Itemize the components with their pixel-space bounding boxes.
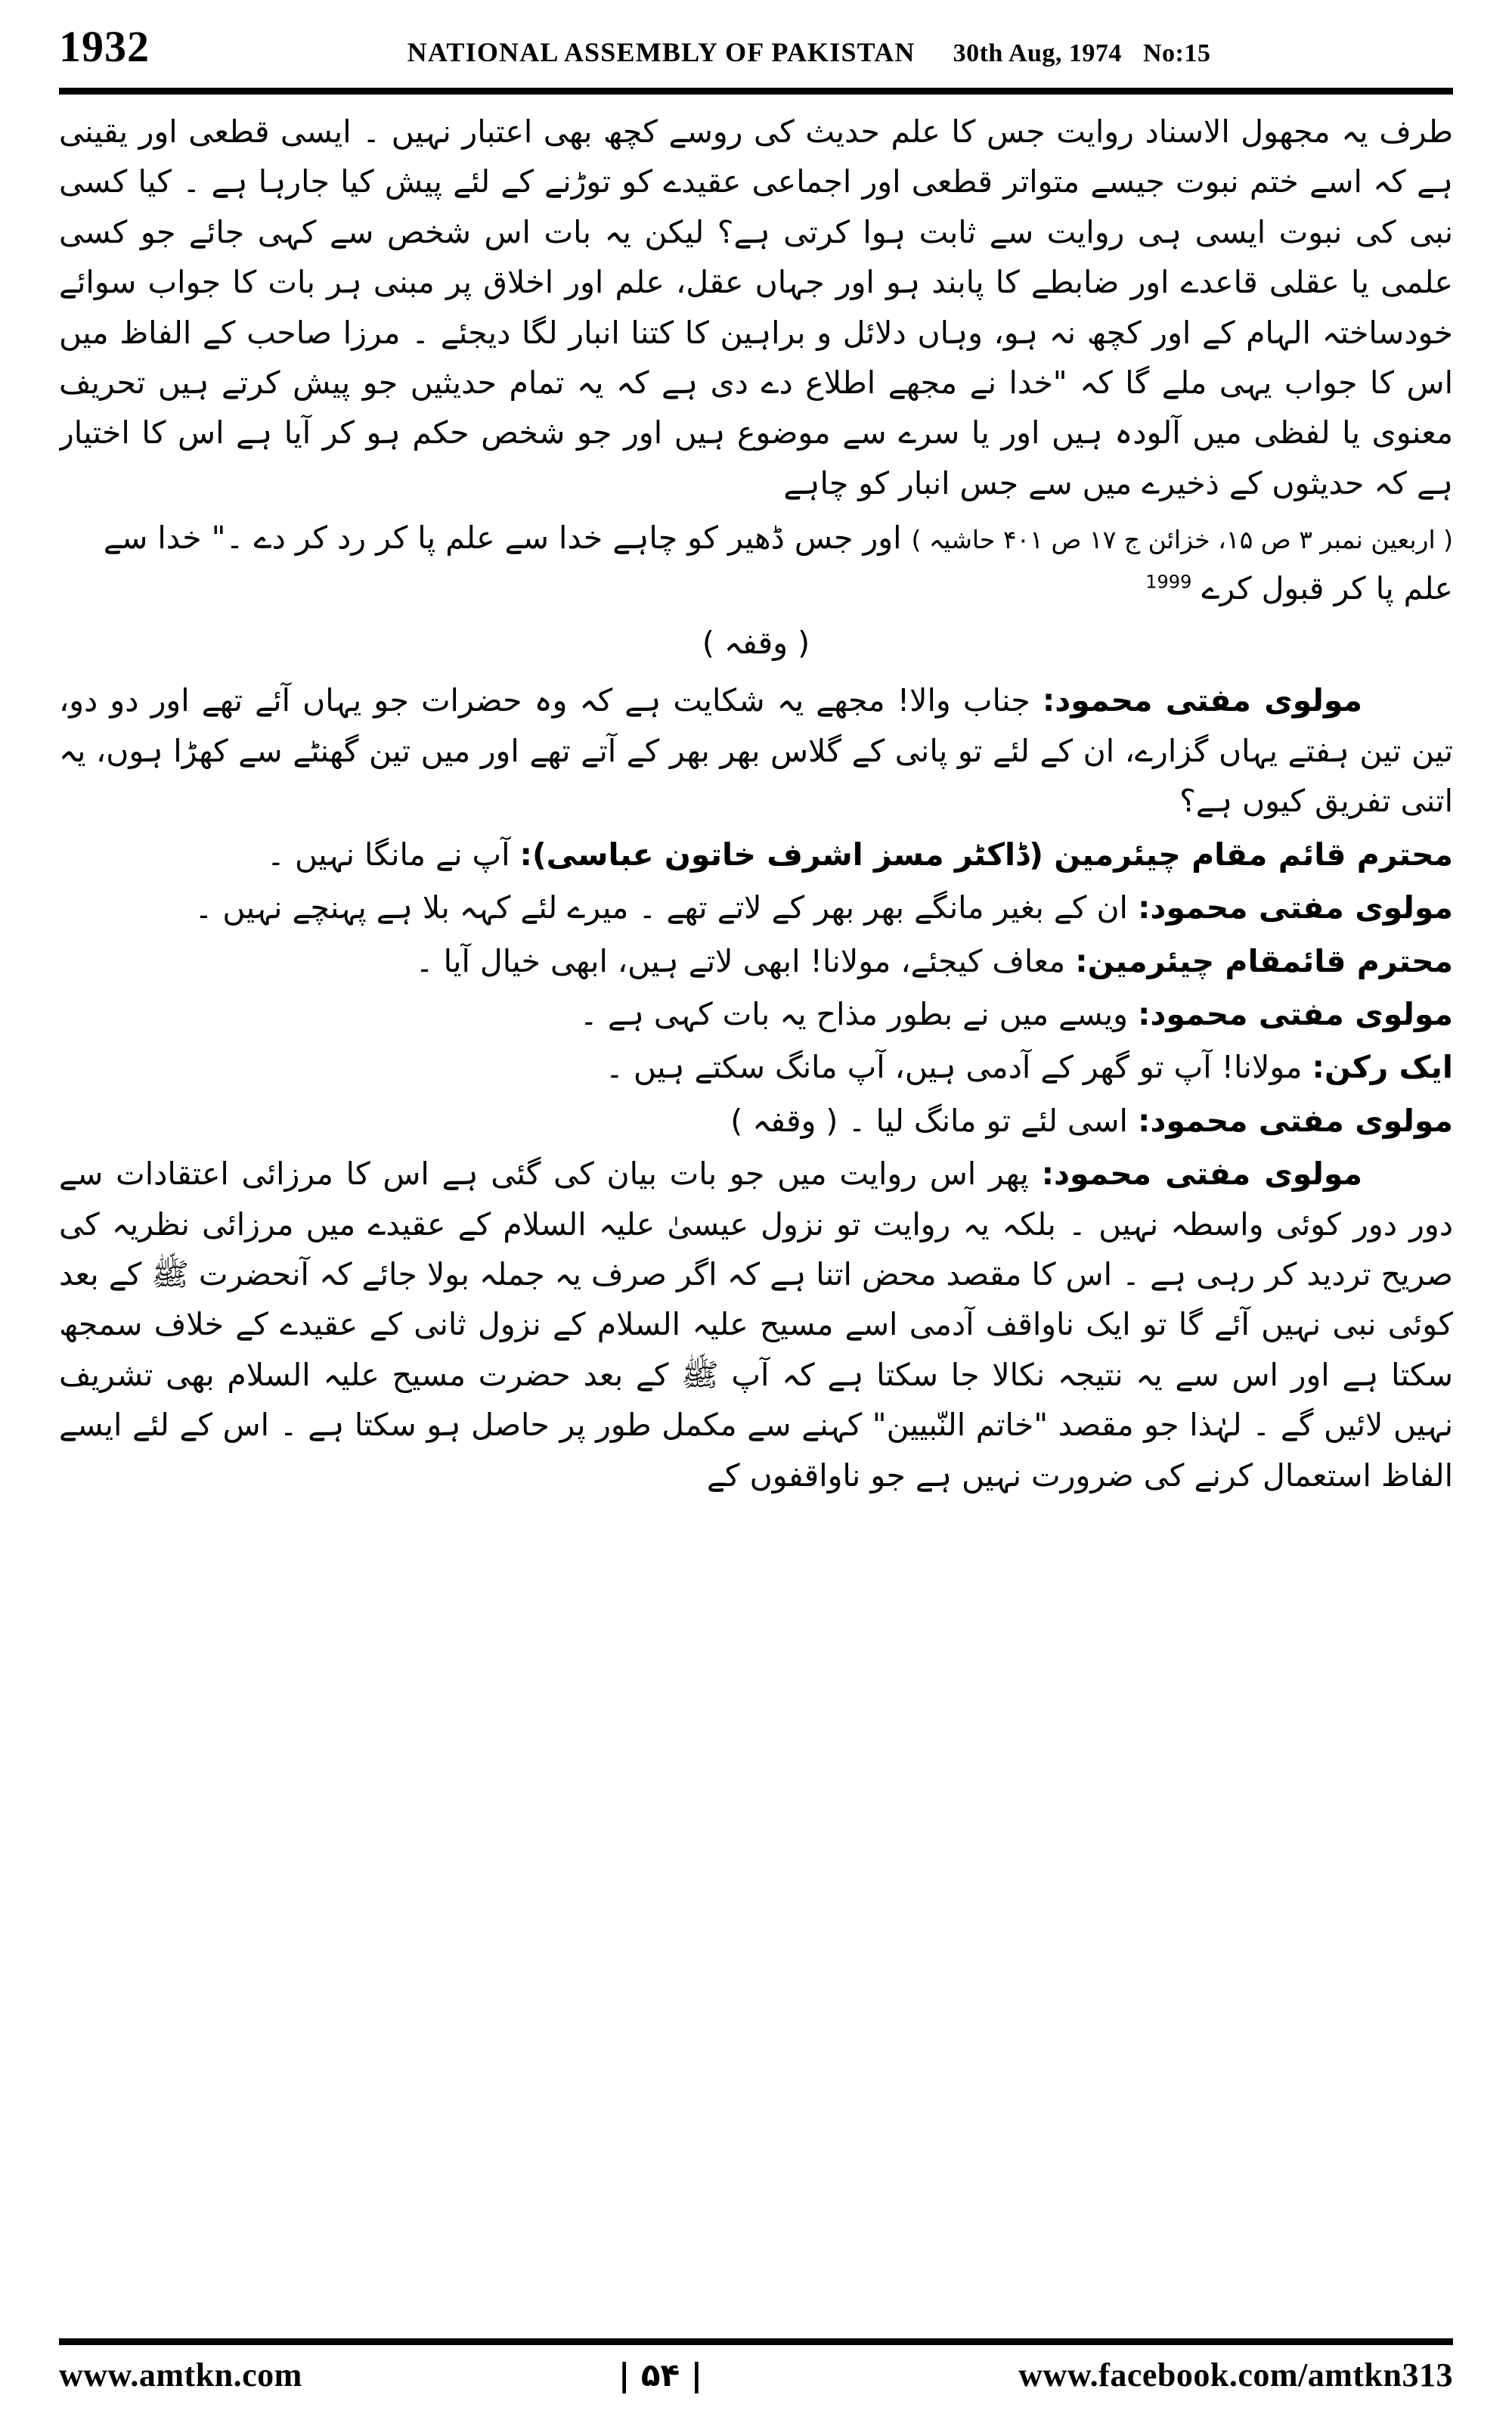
speech-entry: [59, 936, 1453, 986]
footer-facebook-link[interactable]: www.facebook.com/amtkn313: [1018, 2356, 1453, 2394]
speech-entry: [59, 883, 1453, 932]
speaker-name: مولوی مفتی محمود:: [1138, 1102, 1453, 1139]
speech-text: پھر اس روایت میں جو بات بیان کی گئی ہے اس کا مرزائی اعتقادات سے دور دور کوئی واسطہ نہیں ۔ بلکہ یہ روایت تو نزول عیسیٰ علیہ السلام کے عقیدے میں مرزائی نظریہ کی صریح تردید کر رہی ہے ۔ اس کا مقصد محض اتنا ہے کہ اگر صرف یہ جملہ بولا جائے کہ آنحضرت ﷺ کے بعد کوئی نبی نہیں آئے گا تو ایک ناواقف آدمی اسے مسیح علیہ السلام کے نزول ثانی کے عقیدے کے خلاف سمجھ سکتا ہے اور اس سے یہ نتیجہ نکالا جا سکتا ہے کہ آپ ﷺ کے بعد حضرت مسیح علیہ السلام بھی تشریف نہیں لائیں گے ۔ لہٰذا جو مقصد "خاتم النّبیین" کہنے سے مکمل طور پر حاصل ہو سکتا ہے ۔ اس کے لئے ایسے الفاظ استعمال کرنے کی ضرورت نہیں ہے جو ناواقفوں کے: [59, 1156, 1453, 1494]
paragraph-tail: اور جس ڈھیر کو چاہے خدا سے علم پا کر رد کر دے ۔": [211, 520, 902, 557]
document-body: [59, 107, 1453, 2285]
speech-entry: [59, 830, 1453, 880]
paragraph-main: طرف یہ مجھول الاسناد روایت جس کا علم حدیث کی روسے کچھ بھی اعتبار نہیں ۔ ایسی قطعی اور یقینی ہے کہ اسے ختم نبوت جیسے متواتر قطعی اور اجماعی عقیدے کو توڑنے کے لئے پیش کیا جارہا ہے ۔ کیا کسی نبی کی نبوت ایسی ہی روایت سے ثابت ہوا کرتی ہے؟ لیکن یہ بات اس شخص سے کہی جائے جو کسی علمی یا عقلی قاعدے اور ضابطے کا پابند ہو اور جہاں عقل، علم اور اخلاق پر مبنی ہر بات کا جواب سوائے خودساختہ الہام کے اور کچھ نہ ہو، وہاں دلائل و براہین کا کتنا انبار لگا دیجئے ۔ مرزا صاحب کے الفاظ میں اس کا جواب یہی ملے گا کہ "خدا نے مجھے اطلاع دے دی ہے کہ یہ تمام حدیثیں جو پیش کرتے ہیں تحریف معنوی یا لفظی میں آلودہ ہیں اور یا سرے سے موضوع ہیں اور جو شخص حکم ہو کر آیا ہے اس کا اختیار ہے کہ حدیثوں کے ذخیرے میں سے جس انبار کو چاہے: [59, 113, 1453, 501]
page-number: 1932: [59, 22, 150, 71]
speaker-name: مولوی مفتی محمود:: [1138, 995, 1453, 1032]
header-issue-number: No:15: [1142, 39, 1211, 67]
assembly-title: NATIONAL ASSEMBLY OF PAKISTAN: [407, 37, 916, 67]
page-footer: [59, 2338, 1453, 2394]
speaker-name: محترم قائم مقام چیئرمین (ڈاکٹر مسز اشرف خاتون عباسی):: [519, 836, 1453, 873]
header-divider: [59, 88, 1453, 95]
speaker-name: مولوی مفتی محمود:: [1041, 1156, 1362, 1193]
speaker-name: محترم قائمقام چیئرمین:: [1075, 942, 1453, 979]
pause-marker: ( وقفہ ): [702, 625, 810, 662]
paragraph-citation-line: [59, 513, 1453, 613]
page-header: [59, 0, 1453, 85]
speech-entry: [59, 1096, 1453, 1146]
speech-entry: [59, 1149, 1453, 1500]
footer-divider: [59, 2338, 1453, 2345]
speaker-name: مولوی مفتی محمود:: [1042, 682, 1362, 719]
footer-website-link[interactable]: www.amtkn.com: [59, 2356, 302, 2394]
speech-text: معاف کیجئے، مولانا! ابھی لاتے ہیں، ابھی خیال آیا ۔: [415, 942, 1066, 979]
speaker-name: ایک رکن:: [1312, 1049, 1453, 1086]
speech-text: آپ نے مانگا نہیں ۔: [266, 836, 510, 873]
citation-reference: ( اربعین نمبر ۳ ص ۱۵، خزائن ج ۱۷ ص ۴۰۱ حاشیہ ): [911, 525, 1453, 555]
inline-marginal-note: خدا سے علم پا کر قبول کرے: [103, 520, 1453, 607]
footer-row: [59, 2356, 1453, 2394]
speech-text: ویسے میں نے بطور مذاح یہ بات کہی ہے ۔: [579, 995, 1128, 1032]
speech-entry: [59, 1042, 1453, 1092]
speech-text: ان کے بغیر مانگے بھر بھر کے لاتے تھے ۔ میرے لئے کہہ بلا ہے پہنچے نہیں ۔: [194, 889, 1128, 926]
speaker-name: مولوی مفتی محمود:: [1138, 889, 1453, 926]
footer-page-marker: | ۵۴ |: [618, 2356, 703, 2394]
speech-text: اسی لئے تو مانگ لیا ۔ ( وقفہ ): [730, 1102, 1128, 1139]
speech-entry: [59, 675, 1453, 826]
header-center: [210, 36, 1408, 68]
speech-text: مولانا! آپ تو گھر کے آدمی ہیں، آپ مانگ سکتے ہیں ۔: [605, 1049, 1303, 1086]
speech-text: جناب والا! مجھے یہ شکایت ہے کہ وہ حضرات جو یہاں آئے تھے اور دو دو، تین تین ہفتے یہاں گزارے، ان کے لئے تو پانی کے گلاس بھر بھر کے آتے تھے اور میں تین گھنٹے سے کھڑا ہوں، یہ اتنی تفریق کیوں ہے؟: [59, 682, 1453, 820]
header-date: 30th Aug, 1974: [953, 39, 1122, 67]
marginal-number: 1999: [1145, 571, 1192, 592]
speech-entry: [59, 989, 1453, 1039]
